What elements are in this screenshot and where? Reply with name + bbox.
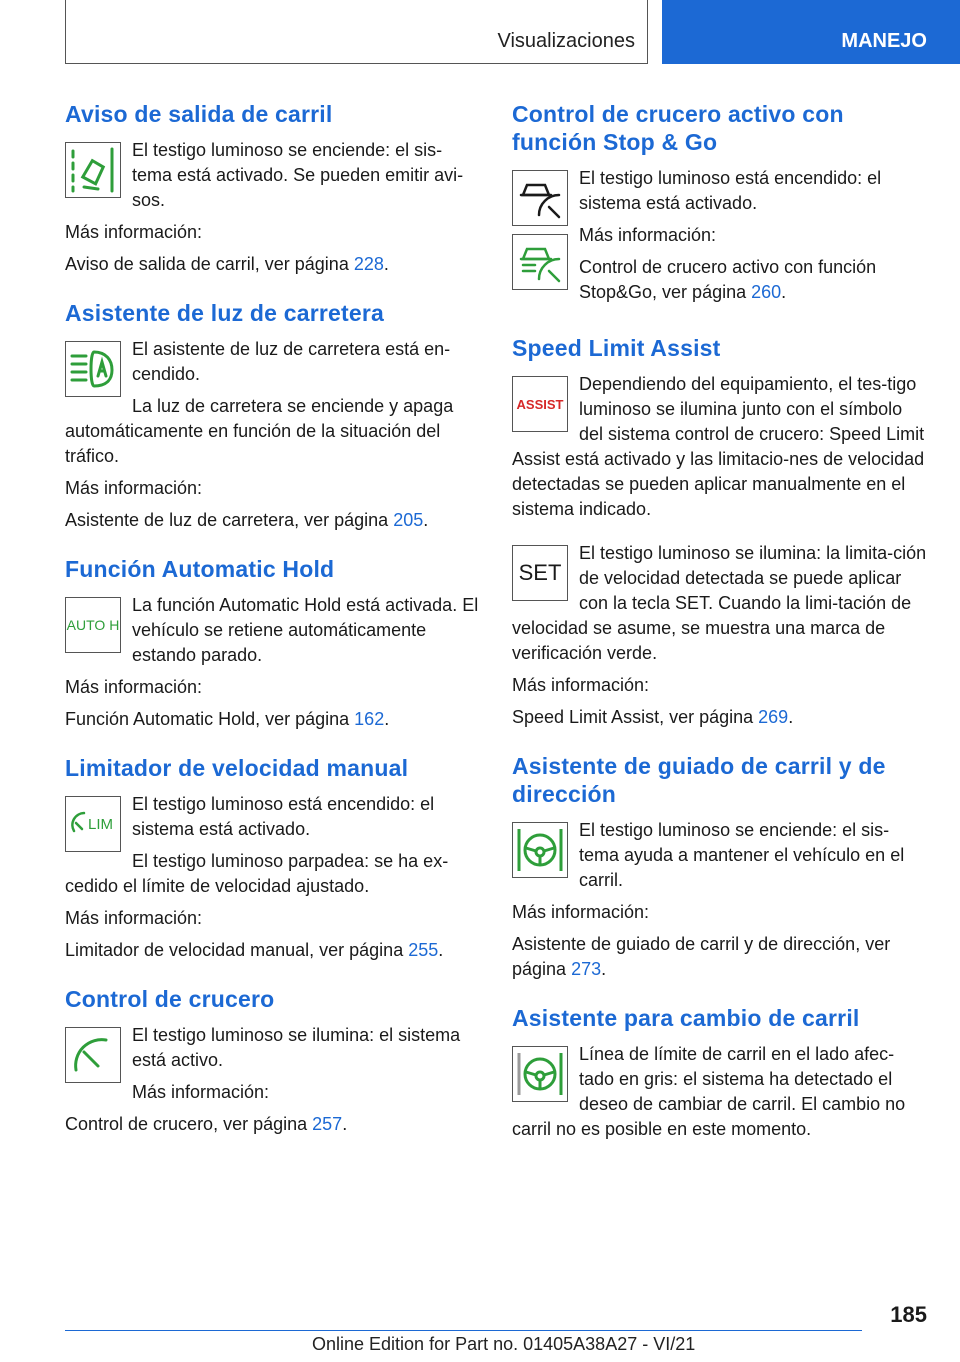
lane-departure-icon xyxy=(65,142,121,198)
section-body: Dependiendo del equipamiento, el tes-tigo luminoso se ilumina junto con el símbolo del sistema control de crucero: Speed Limit Assist está activado y las limitacio-nes de velocidad detectadas se pueden aplicar manualmente en el sistema indicado. xyxy=(512,374,925,519)
section-body: La función Automatic Hold está activada. El vehículo se retiene automáticamente estando parado. xyxy=(132,595,479,665)
page-reference: Speed Limit Assist, ver página 269. xyxy=(512,707,794,727)
section-title: Asistente de luz de carretera xyxy=(65,300,384,326)
section-body: El testigo luminoso se ilumina: el sistema está activo. xyxy=(132,1025,461,1070)
active-cruise-icon xyxy=(512,170,568,226)
page-link[interactable]: 257 xyxy=(312,1114,343,1134)
set-icon xyxy=(512,545,568,601)
steering-wheel-icon xyxy=(512,822,568,878)
section-speed-limit-assist xyxy=(512,334,927,730)
page-link[interactable]: 269 xyxy=(758,707,789,727)
right-column xyxy=(512,100,927,1171)
speed-limiter-icon-label: LIM xyxy=(88,815,114,833)
header-chapter-tab[interactable]: MANEJO xyxy=(662,0,960,64)
more-info-label: Más información: xyxy=(65,478,203,498)
assist-icon xyxy=(512,376,568,432)
auto-hold-icon xyxy=(65,597,121,653)
more-info-label: Más información: xyxy=(512,902,650,922)
high-beam-assist-icon xyxy=(65,341,121,397)
section-title: Speed Limit Assist xyxy=(512,335,721,361)
page-link[interactable]: 273 xyxy=(571,959,602,979)
page-reference: Control de crucero, ver página 257. xyxy=(65,1114,348,1134)
section-steering-assist xyxy=(512,752,927,982)
page-reference: Asistente de guiado de carril y de dirección, ver página 273. xyxy=(512,934,891,979)
more-info-label: Más información: xyxy=(132,1082,270,1102)
page-number: 185 xyxy=(890,1302,927,1327)
section-title: Función Automatic Hold xyxy=(65,556,335,582)
page-reference: Control de crucero activo con función Stop&Go, ver página 260. xyxy=(579,257,877,302)
section-speed-limiter xyxy=(65,754,480,963)
section-title: Asistente para cambio de carril xyxy=(512,1005,860,1031)
section-body: El asistente de luz de carretera está en-cendido. xyxy=(132,339,451,384)
more-info-label: Más información: xyxy=(512,675,650,695)
lane-change-icon xyxy=(512,1046,568,1102)
auto-hold-icon-label: AUTO H xyxy=(66,617,120,633)
more-info-label: Más información: xyxy=(65,677,203,697)
cruise-control-icon xyxy=(65,1027,121,1083)
section-title: Aviso de salida de carril xyxy=(65,101,333,127)
section-high-beam-assist xyxy=(65,299,480,533)
more-info-label: Más información: xyxy=(579,225,717,245)
more-info-label: Más información: xyxy=(65,908,203,928)
more-info-label: Más información: xyxy=(65,222,203,242)
section-body-secondary: El testigo luminoso se ilumina: la limita-ción de velocidad detectada se puede aplicar con la tecla SET. Cuando la limi-tación de velocidad se asume, se muestra una marca de verificación verde. xyxy=(512,543,927,663)
section-body: El testigo luminoso está encendido: el sistema está activado. xyxy=(579,168,882,213)
active-cruise-distance-icon xyxy=(512,234,568,290)
page-link[interactable]: 228 xyxy=(353,254,384,274)
page-link[interactable]: 162 xyxy=(354,709,385,729)
page-reference: Función Automatic Hold, ver página 162. xyxy=(65,709,390,729)
speed-limiter-icon xyxy=(65,796,121,852)
footer-divider xyxy=(65,1330,862,1331)
section-body-secondary: El testigo luminoso parpadea: se ha ex-cedido el límite de velocidad ajustado. xyxy=(65,851,449,896)
page-reference: Limitador de velocidad manual, ver página 255. xyxy=(65,940,444,960)
section-lane-change-assist xyxy=(512,1004,927,1149)
footer-edition-text: Online Edition for Part no. 01405A38A27 - VI/21 xyxy=(312,1334,696,1354)
header-section-title: Visualizaciones xyxy=(497,30,635,52)
set-icon-label: SET xyxy=(518,560,562,585)
section-active-cruise xyxy=(512,100,927,312)
section-automatic-hold xyxy=(65,555,480,732)
section-lane-departure xyxy=(65,100,480,277)
page-link[interactable]: 255 xyxy=(408,940,439,960)
page-reference: Asistente de luz de carretera, ver página 205. xyxy=(65,510,429,530)
section-body: El testigo luminoso se enciende: el sis-tema ayuda a mantener el vehículo en el carril. xyxy=(579,820,905,890)
icon-stack xyxy=(512,166,579,294)
section-title: Control de crucero activo con función Stop & Go xyxy=(512,101,844,155)
section-title: Limitador de velocidad manual xyxy=(65,755,409,781)
section-body-secondary: La luz de carretera se enciende y apaga automáticamente en función de la situación del tráfico. xyxy=(65,396,454,466)
page-link[interactable]: 205 xyxy=(393,510,424,530)
left-column xyxy=(65,100,480,1159)
section-body: El testigo luminoso se enciende: el sis-tema está activado. Se pueden emitir avi-sos. xyxy=(132,140,464,210)
section-body: Línea de límite de carril en el lado afec-tado en gris: el sistema ha detectado el deseo de cambiar de carril. El cambio no carril no es posible en este momento. xyxy=(512,1044,906,1139)
assist-icon-label: ASSIST xyxy=(516,396,564,412)
section-title: Asistente de guiado de carril y de dirección xyxy=(512,753,886,807)
section-cruise-control xyxy=(65,985,480,1137)
section-body: El testigo luminoso está encendido: el sistema está activado. xyxy=(132,794,435,839)
section-title: Control de crucero xyxy=(65,986,275,1012)
page-link[interactable]: 260 xyxy=(751,282,782,302)
page-reference: Aviso de salida de carril, ver página 228. xyxy=(65,254,389,274)
